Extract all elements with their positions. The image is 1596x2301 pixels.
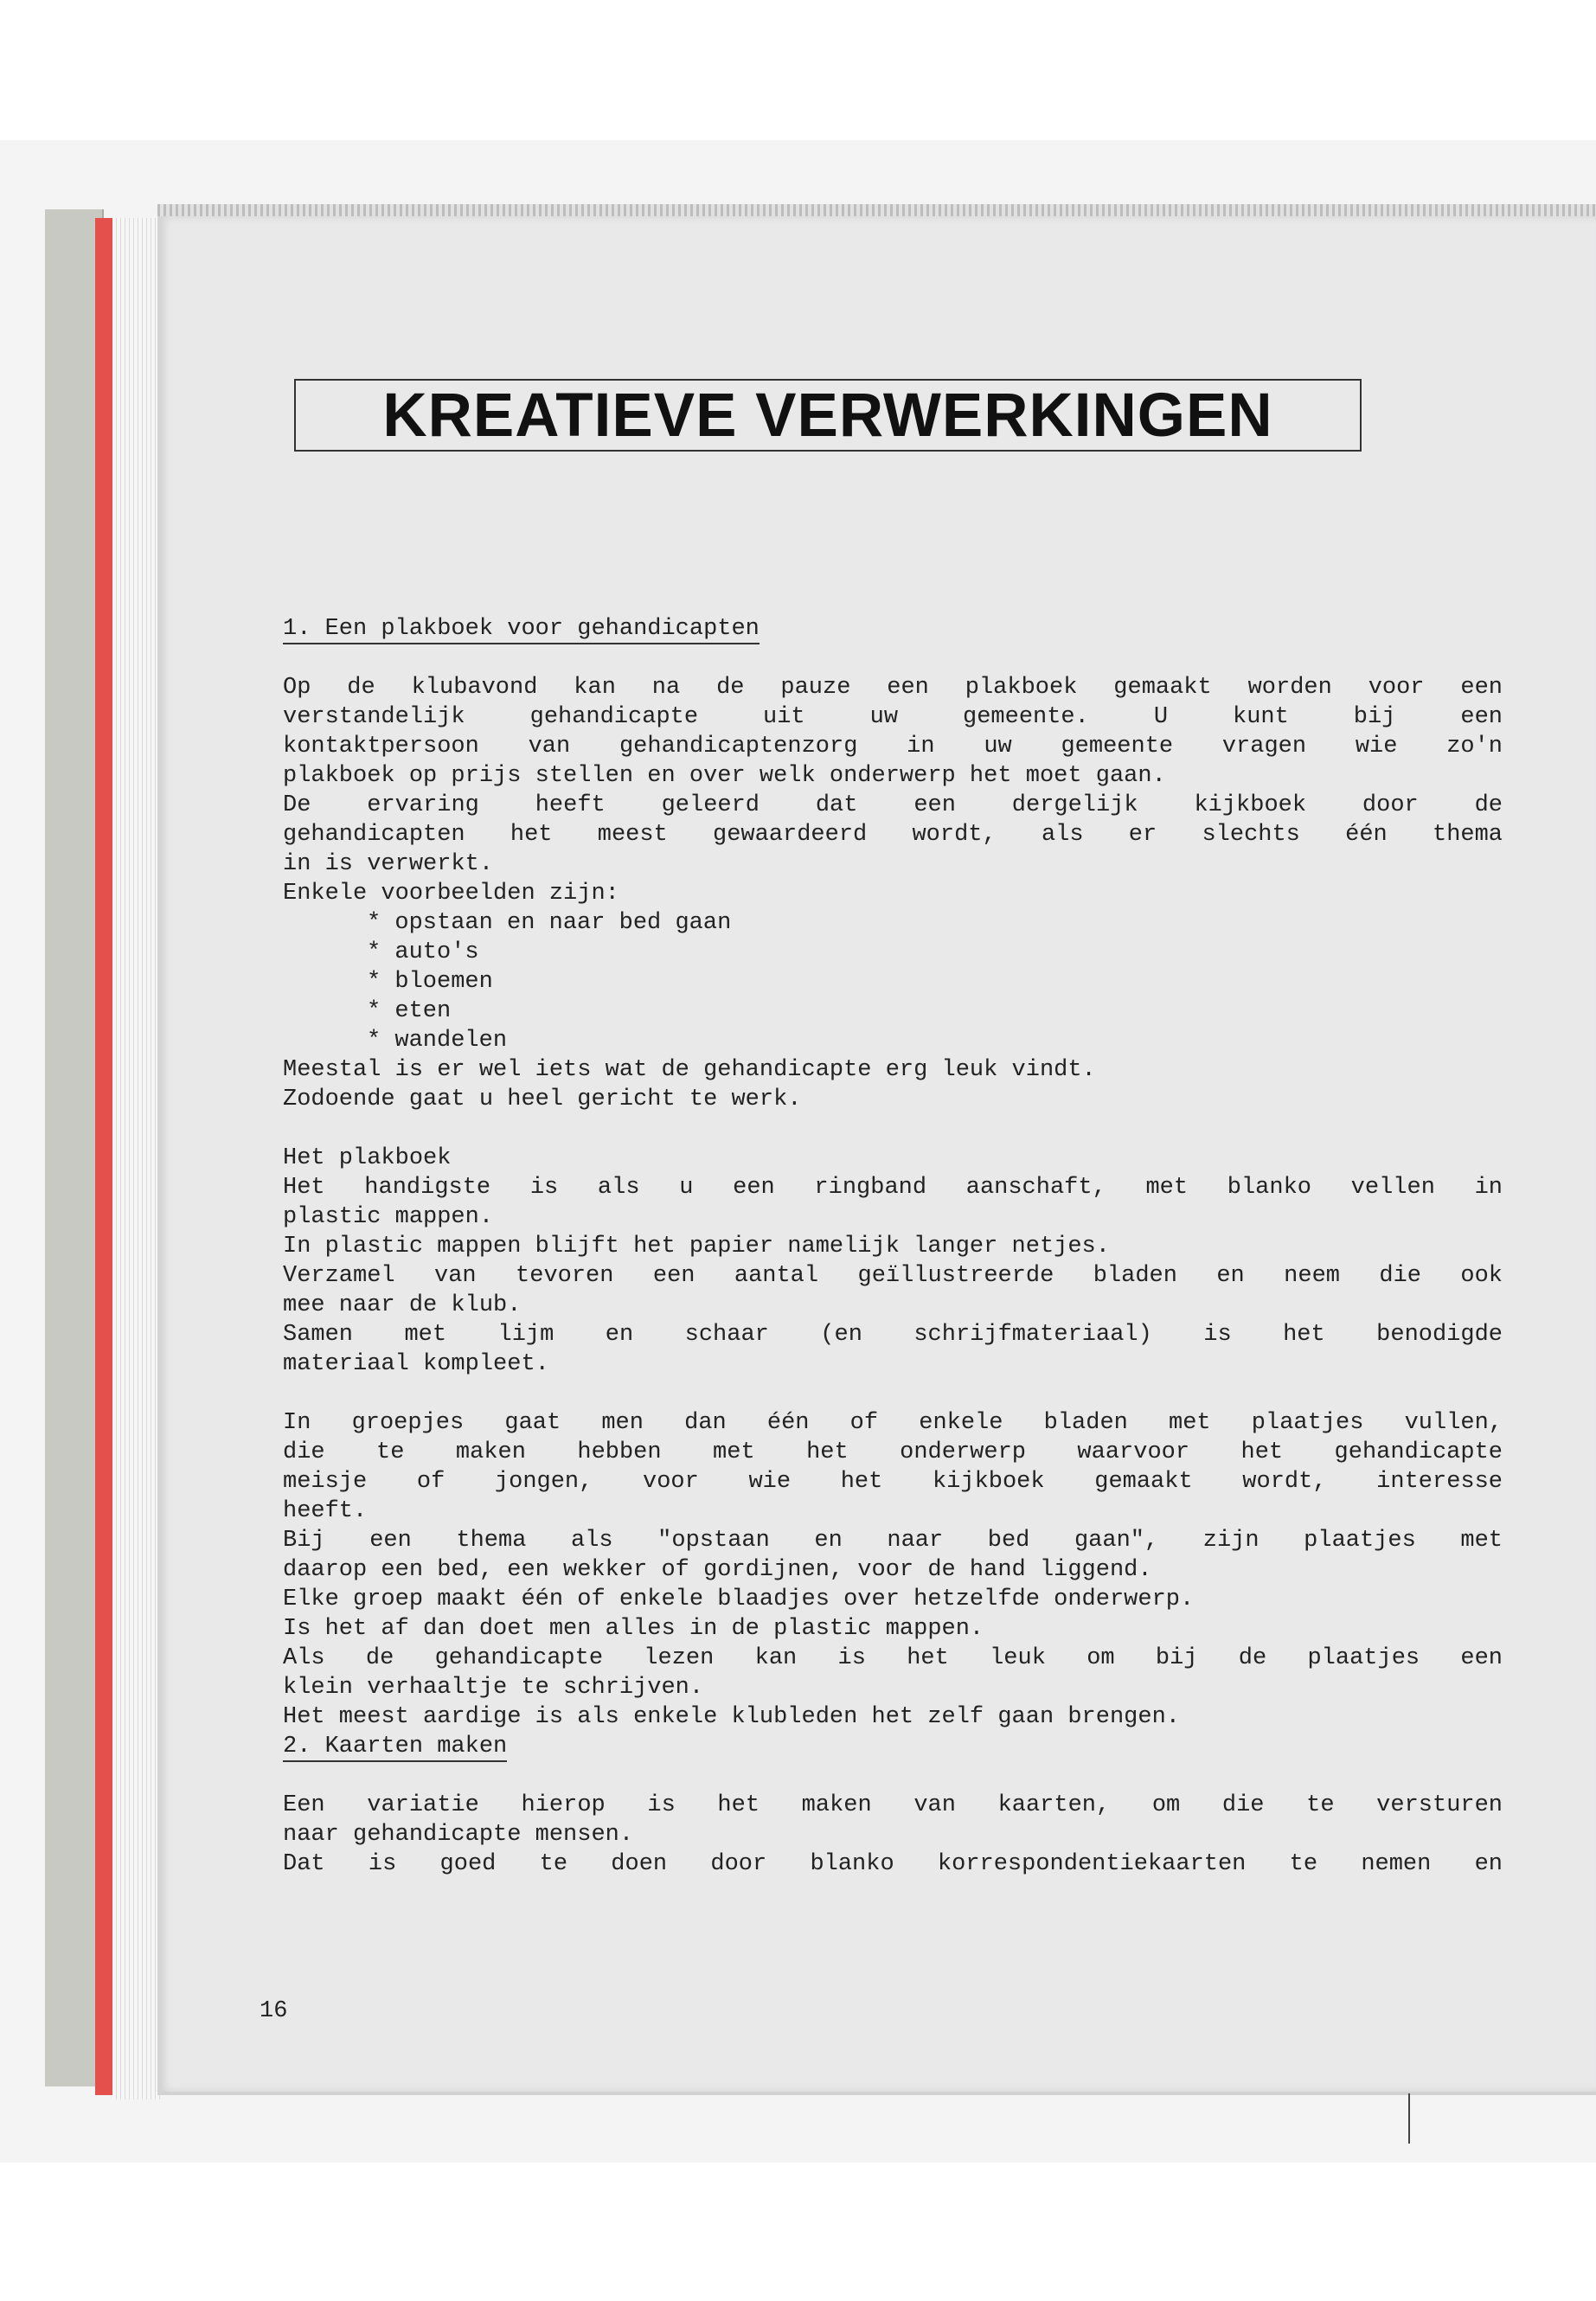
- blank-line: [283, 1761, 1503, 1791]
- text-line: In plastic mappen blijft het papier namelijk langer netjes.: [283, 1234, 1110, 1259]
- text-line: verstandelijk gehandicapte uit uw gemeente. U kunt bij een: [283, 704, 1503, 730]
- text-line: In groepjes gaat men dan één of enkele bladen met plaatjes vullen,: [283, 1410, 1503, 1436]
- body-text: [283, 614, 1503, 1879]
- list-item: * eten: [367, 998, 452, 1024]
- text-line: gehandicapten het meest gewaardeerd wordt, als er slechts één thema: [283, 822, 1503, 848]
- text-line: Het meest aardige is als enkele klubleden het zelf gaan brengen.: [283, 1704, 1180, 1730]
- book-edge: [95, 218, 112, 2095]
- blank-line: [283, 644, 1503, 673]
- text-line: daarop een bed, een wekker of gordijnen, voor de hand liggend.: [283, 1557, 1152, 1583]
- blank-line: [283, 1114, 1503, 1144]
- text-line: die te maken hebben met het onderwerp waarvoor het gehandicapte: [283, 1439, 1503, 1465]
- blank-line: [283, 1379, 1503, 1408]
- page-top-band: [157, 204, 1596, 216]
- list-item: * wandelen: [367, 1028, 508, 1054]
- text-line: Een variatie hierop is het maken van kaarten, om die te versturen: [283, 1792, 1503, 1818]
- text-line: Meestal is er wel iets wat de gehandicapte erg leuk vindt.: [283, 1057, 1096, 1083]
- text-line: Verzamel van tevoren een aantal geïllustreerde bladen en neem die ook: [283, 1263, 1503, 1289]
- text-line: kontaktpersoon van gehandicaptenzorg in uw gemeente vragen wie zo'n: [283, 734, 1503, 760]
- list-item: * auto's: [367, 939, 479, 965]
- text-line: plastic mappen.: [283, 1204, 494, 1230]
- text-line: Bij een thema als "opstaan en naar bed gaan", zijn plaatjes met: [283, 1528, 1503, 1554]
- page-stack: [112, 218, 160, 2099]
- text-line: Zodoende gaat u heel gericht te werk.: [283, 1086, 802, 1112]
- text-line: Dat is goed te doen door blanko korrespondentiekaarten te nemen en: [283, 1851, 1503, 1877]
- text-line: Elke groep maakt één of enkele blaadjes over hetzelfde onderwerp.: [283, 1586, 1195, 1612]
- text-line: mee naar de klub.: [283, 1292, 522, 1318]
- section-heading: [283, 614, 1503, 644]
- text-line: Het plakboek: [283, 1145, 452, 1171]
- text-line: Als de gehandicapte lezen kan is het leuk om bij de plaatjes een: [283, 1645, 1503, 1671]
- text-line: Het handigste is als u een ringband aanschaft, met blanko vellen in: [283, 1175, 1503, 1201]
- text-line: plakboek op prijs stellen en over welk onderwerp het moet gaan.: [283, 763, 1166, 789]
- page-heading: KREATIEVE VERWERKINGEN: [382, 381, 1273, 450]
- text-line: materiaal kompleet.: [283, 1351, 549, 1377]
- section-heading-text: 1. Een plakboek voor gehandicapten: [283, 616, 760, 644]
- text-line: heeft.: [283, 1498, 368, 1524]
- text-line: in is verwerkt.: [283, 851, 494, 877]
- text-line: Enkele voorbeelden zijn:: [283, 881, 619, 907]
- scan-mark: [1408, 2093, 1410, 2144]
- list-item: * bloemen: [367, 969, 493, 995]
- list-item: * opstaan en naar bed gaan: [367, 910, 732, 936]
- text-line: Op de klubavond kan na de pauze een plakboek gemaakt worden voor een: [283, 675, 1503, 701]
- text-line: Samen met lijm en schaar (en schrijfmateriaal) is het benodigde: [283, 1322, 1503, 1348]
- section-heading: [283, 1732, 1503, 1761]
- text-line: klein verhaaltje te schrijven.: [283, 1675, 704, 1701]
- section-heading-text: 2. Kaarten maken: [283, 1734, 507, 1762]
- text-line: De ervaring heeft geleerd dat een dergelijk kijkboek door de: [283, 792, 1503, 818]
- text-line: meisje of jongen, voor wie het kijkboek gemaakt wordt, interesse: [283, 1469, 1503, 1495]
- text-line: naar gehandicapte mensen.: [283, 1822, 634, 1848]
- heading-box: [294, 379, 1362, 452]
- page-number: 16: [260, 1998, 288, 2024]
- text-line: Is het af dan doet men alles in de plastic mappen.: [283, 1616, 984, 1642]
